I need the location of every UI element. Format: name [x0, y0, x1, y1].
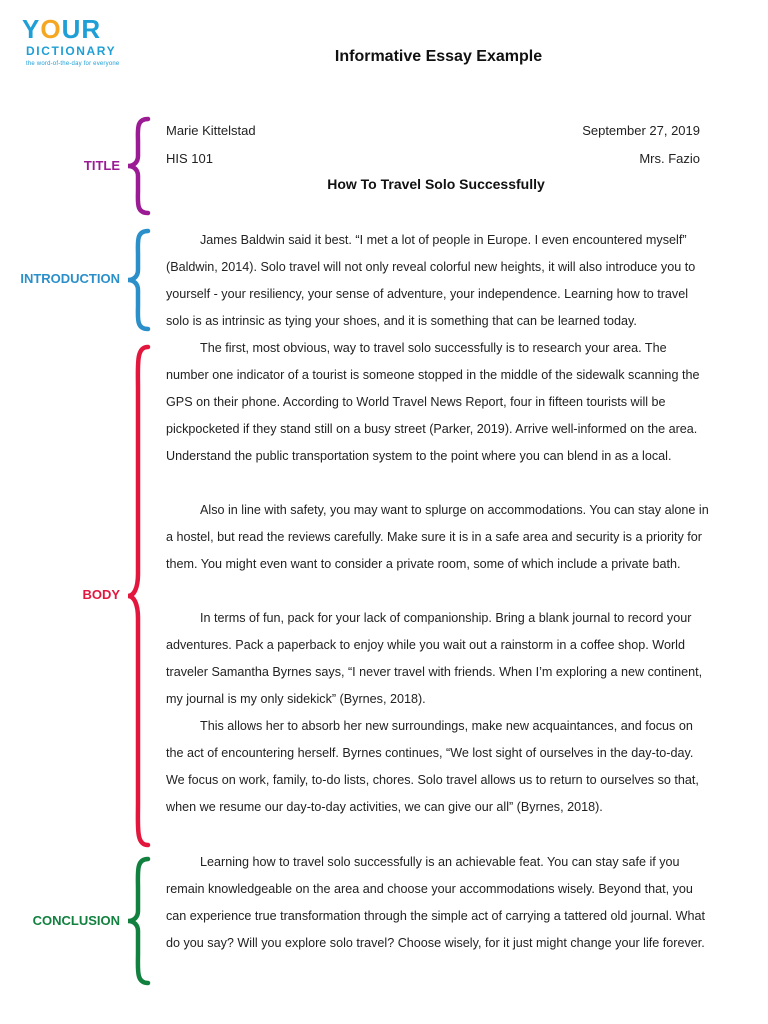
title-brace-icon [124, 116, 152, 216]
section-label-introduction: INTRODUCTION [20, 271, 120, 286]
course-name: HIS 101 [166, 151, 213, 166]
logo-your-letters: YOUR [22, 14, 102, 44]
essay-title: How To Travel Solo Successfully [327, 176, 545, 192]
body-brace-icon [124, 344, 152, 848]
section-label-body: BODY [82, 587, 120, 602]
introduction-paragraph: James Baldwin said it best. “I met a lot of people in Europe. I even encountered myself” (Baldwin, 2014). Solo travel will not only reveal colorful new heights, it will also introduce you to yourself - your resiliency, your sense of adventure, your independence. Learning how to travel solo is as intrinsic as tying your shoes, and it is something that can be learned today. [166, 233, 696, 329]
body-paragraph-4: This allows her to absorb her new surroundings, make new acquaintances, and focus on the act of encountering herself. Byrnes continues, “We lost sight of ourselves in the day-to-day. We focus on work, family, to-do lists, chores. Solo travel allows us to return to ourselves so that, when we resume our day-to-day activities, we can give our all” (Byrnes, 2018). [166, 719, 699, 815]
page-title: Informative Essay Example [334, 48, 543, 65]
logo-tagline: the word-of-the-day for everyone [26, 61, 120, 67]
conclusion-brace-icon [124, 856, 152, 986]
logo-your-text [22, 14, 101, 45]
introduction-brace-icon [124, 228, 152, 332]
body-paragraph-1: The first, most obvious, way to travel solo successfully is to research your area. The number one indicator of a tourist is someone stopped in the middle of the sidewalk scanning the GPS on their phone. According to World Travel News Report, four in fifteen tourists will be pickpocketed if they stand still on a busy street (Parker, 2019). Arrive well-informed on the area. Understand the public transportation system to the point where you can blend in as a local. [166, 341, 700, 464]
conclusion-paragraph: Learning how to travel solo successfully is an achievable feat. You can stay safe if you remain knowledgeable on the area and choose your accommodations wisely. Beyond that, you can experience true transformation through the simple act of carrying a tattered old journal. What do you say? Will you explore solo travel? Choose wisely, for it just might change your life forever. [166, 855, 706, 951]
teacher-name: Mrs. Fazio [639, 151, 700, 166]
author-name: Marie Kittelstad [166, 123, 256, 138]
body-paragraph-2: Also in line with safety, you may want to splurge on accommodations. You can stay alone in a hostel, but read the reviews carefully. Make sure it is in a safe area and security is a priority for them. You might even want to consider a private room, some of which include a private bath. [166, 503, 709, 572]
logo-dictionary-text: DICTIONARY [26, 44, 117, 58]
section-label-conclusion: CONCLUSION [32, 913, 120, 928]
essay-date: September 27, 2019 [582, 123, 700, 138]
body-paragraph-3: In terms of fun, pack for your lack of companionship. Bring a blank journal to record your adventures. Pack a paperback to enjoy while you wait out a rainstorm in a coffee shop. World traveler Samantha Byrnes says, “I never travel with friends. When I’m exploring a new continent, my journal is my only sidekick” (Byrnes, 2018). [166, 611, 703, 707]
section-label-title: TITLE [83, 158, 120, 173]
